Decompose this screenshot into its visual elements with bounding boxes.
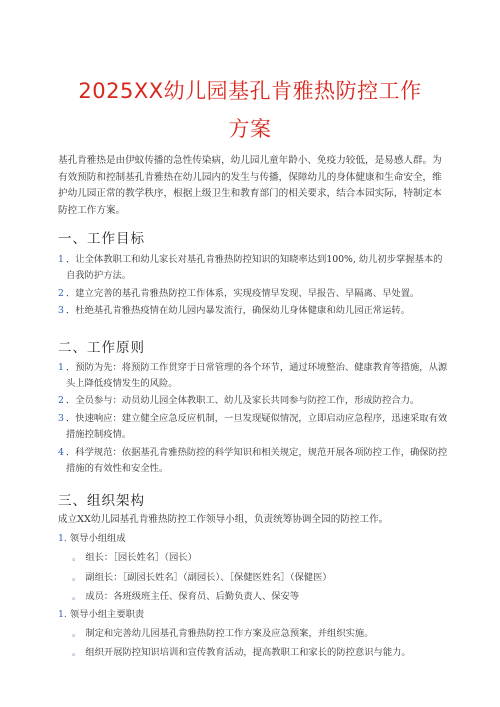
list-item (72, 626, 452, 642)
list-item-text: 成员：各班级班主任、保育员、后勤负责人、保安等 (85, 591, 300, 602)
subsection-number: 1. (58, 533, 67, 544)
subsection-heading (58, 531, 126, 547)
list-item (72, 645, 452, 661)
bullet-icon: 。 (72, 647, 82, 658)
list-item-text: 副组长：［副园长姓名］（副园长）、［保健医姓名］（保健医） (85, 572, 332, 583)
bullet-icon: 。 (72, 591, 82, 602)
list-item (58, 393, 448, 409)
list-item (72, 570, 452, 586)
section-heading-principles: 二、工作原则 (58, 340, 145, 356)
list-item-text: ．全员参与：动员幼儿园全体教职工、幼儿及家长共同参与防控工作，形成防控合力。 (66, 395, 420, 406)
list-item-text: ．建立完善的基孔肯雅热防控工作体系，实现疫情早发现、早报告、早隔离、早处置。 (66, 288, 420, 299)
bullet-icon: 。 (72, 552, 82, 563)
list-item (58, 411, 448, 443)
list-item (58, 360, 448, 392)
list-item-text: 组织开展防控知识培训和宣传教育活动，提高教职工和家长的防控意识与能力。 (85, 647, 411, 658)
list-item-text: ．让全体教职工和幼儿家长对基孔肯雅热防控知识的知晓率达到100%, 幼儿初步掌握基本的自我防护方法。 (66, 254, 443, 281)
list-item (72, 550, 452, 566)
list-number: 1 (58, 362, 64, 373)
bullet-icon: 。 (72, 572, 82, 583)
subsection-title: 领导小组组成 (69, 533, 126, 544)
subsection-title: 领导小组主要职责 (69, 609, 145, 620)
list-item-text: ．快速响应：建立健全应急反应机制，一旦发现疑似情况，立即启动应急程序，迅速采取有效措施控制疫情。 (66, 413, 448, 440)
list-item (58, 445, 448, 477)
list-item-text: ．预防为先：将预防工作贯穿于日常管理的各个环节，通过环境整治、健康教育等措施，从源头上降低疫情发生的风险。 (66, 362, 448, 389)
intro-paragraph: 基孔肯雅热是由伊蚊传播的急性传染病，幼儿园儿童年龄小、免疫力较低，是易感人群。为有效预防和控制基孔肯雅热在幼儿园内的发生与传播，保障幼儿的身体健康和生命安全，维护幼儿园正常的教学秩序，根据上级卫生和教育部门的相关要求，结合本园实际，特制定本防控工作方案。 (58, 155, 442, 216)
list-item (58, 303, 448, 319)
list-number: 3 (58, 413, 64, 424)
bullet-icon: 。 (72, 628, 82, 639)
list-number: 1 (58, 254, 64, 265)
section3-intro: 成立XX幼儿园基孔肯雅热防控工作领导小组，负责统筹协调全园的防控工作。 (58, 514, 389, 525)
list-number: 2 (58, 395, 64, 406)
document-title-line1: 2025XX幼儿园基孔肯雅热防控工作 (78, 79, 422, 103)
subsection-heading (58, 607, 144, 623)
section-heading-goals: 一、工作目标 (58, 231, 145, 247)
list-item (72, 589, 452, 605)
list-number: 4 (58, 447, 64, 458)
list-item-text: ．杜绝基孔肯雅热疫情在幼儿园内暴发流行，确保幼儿身体健康和幼儿园正常运转。 (66, 305, 410, 316)
list-item (58, 286, 448, 302)
section-heading-organization: 三、组织架构 (58, 493, 145, 509)
subsection-number: 1. (58, 609, 67, 620)
list-item-text: ．科学规范：依据基孔肯雅热防控的科学知识和相关规定，规范开展各项防控工作，确保防控措施的有效性和安全性。 (66, 447, 448, 474)
list-number: 3 (58, 305, 64, 316)
list-number: 2 (58, 288, 64, 299)
list-item (58, 252, 448, 284)
list-item-text: 组长：［园长姓名］（园长） (85, 552, 197, 563)
document-title-line2: 方案 (228, 117, 272, 141)
list-item-text: 制定和完善幼儿园基孔肯雅热防控工作方案及应急预案，并组织实施。 (85, 628, 374, 639)
